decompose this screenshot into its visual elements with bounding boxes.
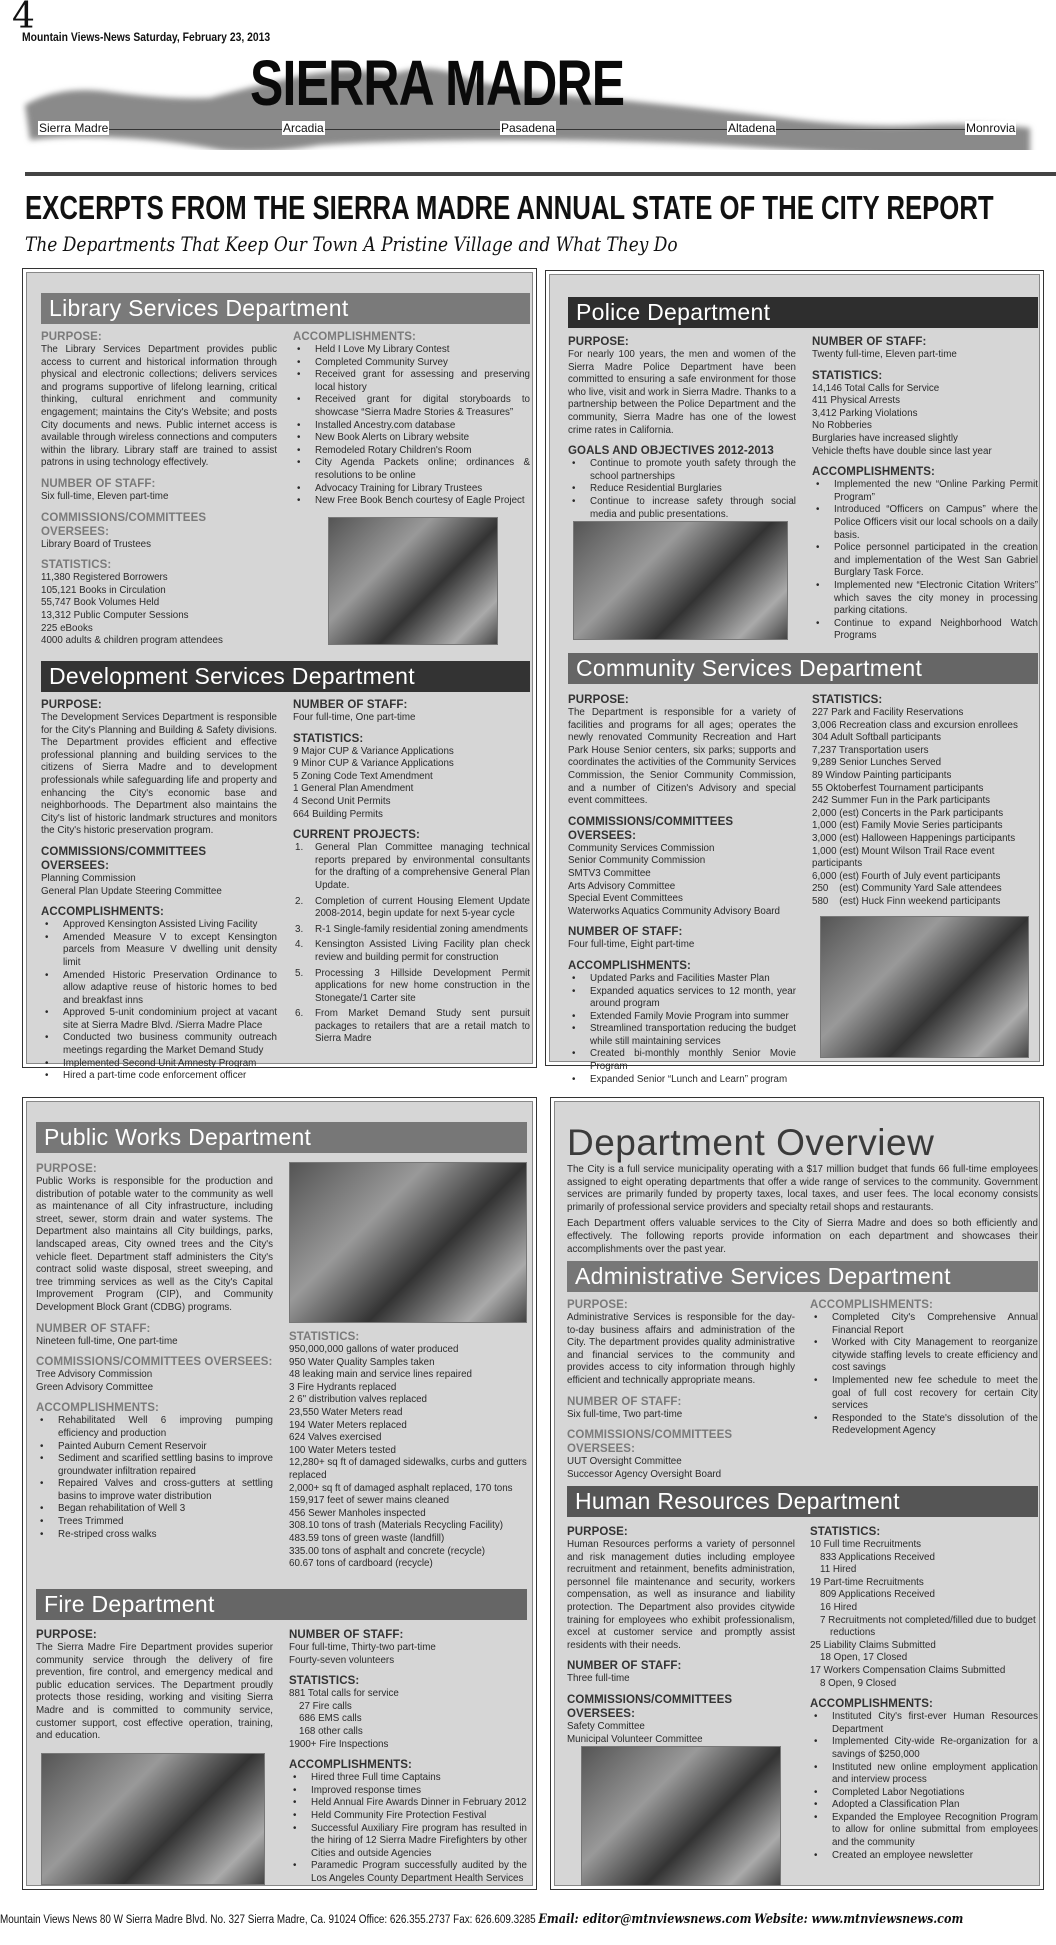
- section-heading: NUMBER OF STAFF:: [289, 1629, 404, 1641]
- section-block: [36, 1628, 273, 1743]
- section-block: [812, 465, 1038, 643]
- section-block: [568, 335, 796, 437]
- stat-line: 456 Sewer Manholes inspected: [289, 1507, 426, 1519]
- section-block: [568, 925, 796, 952]
- section-paragraph: Human Resources performs a variety of personnel and risk management duties including employee recruitment and retainment, benefits administration, personnel file maintenance and security, workers compensation, as well as insurance and liability protection. The Department also provides citywide training for employees who exhibit professionalism, excel at customer service and promptly assist residents with their needs.: [567, 1539, 795, 1651]
- development-right-column: [293, 698, 530, 1049]
- bullet-item: • Improved response times: [289, 1785, 527, 1798]
- bullet-item: • Advocacy Training for Library Trustees: [293, 483, 530, 496]
- bullet-list: [289, 1772, 527, 1885]
- section-heading: COMMISSIONS/COMMITTEES OVERSEES:: [36, 1356, 273, 1369]
- stat-line: 194 Water Meters replaced: [289, 1419, 407, 1431]
- stat-line: Four full-time, Thirty-two part-time: [289, 1642, 436, 1653]
- bullet-item: • Paramedic Program successfully audited by the Los Angeles County Department Health Services: [289, 1860, 527, 1885]
- section-title-community: Community Services Department: [568, 653, 1038, 684]
- section-block: [567, 1395, 795, 1422]
- stat-line: 17 Workers Compensation Claims Submitted: [810, 1664, 1006, 1676]
- numbered-item: 1. General Plan Committee managing technical reports prepared by environmental consultants for the drafting of a comprehensive General Plan Update.: [293, 842, 530, 892]
- bullet-item: • Approved 5-unit condominium project at vacant site at Sierra Madre Blvd. /Sierra Madre Place: [41, 1007, 277, 1032]
- city-label: Sierra Madre: [39, 121, 109, 135]
- section-block: [41, 330, 277, 470]
- stat-line: 3,412 Parking Violations: [812, 407, 918, 419]
- section-paragraph: The Library Services Department provides public access to current and historical information through physical and electronic collections; delivers services and programs supportive of lifelong learning, critical thinking, cultural enrichment and community engagement; maintains the City's Website; and posts City documents and news. Public internet access is available through wireless connections and computers within the library. Library staff are trained to assist patrons in using technology effectively.: [41, 344, 277, 469]
- bullet-list: [36, 1415, 273, 1541]
- humanresources-left-column: [567, 1525, 795, 1746]
- section-block: [293, 828, 530, 1046]
- publicworks-left-column: [36, 1162, 273, 1541]
- stat-line: 105,121 Books in Circulation: [41, 584, 166, 596]
- overview-title: Department Overview: [567, 1122, 935, 1163]
- stat-line: 89 Window Painting participants: [812, 769, 952, 781]
- stat-line: General Plan Update Steering Committee: [41, 885, 222, 897]
- stat-line: 664 Building Permits: [293, 808, 383, 820]
- stat-line: 250 (est) Community Yard Sale attendees: [812, 883, 1002, 895]
- stat-line: Library Board of Trustees: [41, 538, 151, 550]
- stat-line: Community Services Commission: [568, 842, 715, 854]
- section-block: [568, 815, 796, 919]
- section-heading: ACCOMPLISHMENTS:: [812, 466, 935, 479]
- bullet-item: • Began rehabilitation of Well 3: [36, 1503, 273, 1516]
- stat-line: 242 Summer Fun in the Park participants: [812, 795, 991, 807]
- stat-line: 881 Total calls for service: [289, 1688, 399, 1700]
- section-heading: NUMBER OF STAFF:: [567, 1395, 682, 1408]
- stat-line: 23,550 Water Meters read: [289, 1406, 403, 1418]
- section-block: [41, 477, 277, 504]
- development-left-column: [41, 698, 277, 1083]
- stat-line: 11 Hired: [820, 1564, 857, 1576]
- section-block: [810, 1298, 1038, 1438]
- section-title-library: Library Services Department: [41, 293, 530, 324]
- stat-line: 9 Minor CUP & Variance Applications: [293, 758, 454, 770]
- stat-line: 55,747 Book Volumes Held: [41, 597, 160, 609]
- stat-line: Burglaries have increased slightly: [812, 432, 958, 444]
- bullet-item: • Held I Love My Library Contest: [293, 344, 530, 357]
- stat-line: UUT Oversight Committee: [567, 1456, 682, 1468]
- overview-paragraph: The City is a full service municipality operating with a $17 million budget that funds 66 full-time employees assigned to eight operating departments that offer a wide range of services to the community. Government services are primarily funded by property taxes, local taxes, and user fees. The local economy consists primarily of professional service providers and specialty retail shops and restaurants.: [567, 1164, 1038, 1213]
- footer-email-link[interactable]: Email: editor@mtnviewsnews.com: [538, 1912, 752, 1927]
- bullet-item: • Police personnel participated in the creation and implementation of the West San Gabriel Burglary Task Force.: [812, 542, 1038, 580]
- bullet-item: • Successful Auxiliary Fire program has resulted in the hiring of 12 Sierra Madre Firefighters by other Cities and outside Agencies: [289, 1823, 527, 1861]
- section-heading: STATISTICS:: [289, 1331, 360, 1343]
- stat-line: 2,000 (est) Concerts in the Park participants: [812, 807, 1004, 819]
- bullet-item: • Implemented City-wide Re-organization for a savings of $250,000: [810, 1736, 1038, 1761]
- section-block: [812, 335, 1038, 362]
- police-car-photo: [573, 521, 788, 640]
- section-heading: ACCOMPLISHMENTS:: [41, 906, 164, 919]
- city-label: Pasadena: [501, 121, 556, 135]
- stat-line: 60.67 tons of cardboard (recycle): [289, 1558, 433, 1570]
- library-children-photo: [328, 517, 498, 645]
- stat-line: 8 Open, 9 Closed: [820, 1677, 897, 1689]
- publicworks-right-column: [289, 1330, 531, 1571]
- stat-line: 11,380 Registered Borrowers: [41, 572, 168, 584]
- stat-line: Three full-time: [567, 1673, 630, 1685]
- section-block: [41, 558, 277, 648]
- stat-line: 1,000 (est) Mount Wilson Trail Race event participants: [812, 845, 998, 870]
- stat-line: 7,237 Transportation users: [812, 744, 929, 756]
- humanresources-right-column: [810, 1525, 1038, 1862]
- section-heading: PURPOSE:: [567, 1526, 628, 1538]
- bullet-item: • Hired three Full time Captains: [289, 1772, 527, 1785]
- bullet-item: • Completed Labor Negotiations: [810, 1787, 1038, 1800]
- publicworks-backhoe-photo: [289, 1162, 527, 1323]
- bullet-item: • Streamlined transportation reducing the budget while still maintaining services: [568, 1023, 796, 1048]
- section-block: [41, 845, 277, 898]
- divider-rule: [25, 172, 1056, 176]
- section-heading: STATISTICS:: [293, 732, 364, 745]
- stat-line: 624 Valves exercised: [289, 1432, 382, 1444]
- section-heading: NUMBER OF STAFF:: [812, 336, 927, 348]
- section-heading: NUMBER OF STAFF:: [567, 1660, 682, 1673]
- bullet-item: • Received grant for digital storyboards to showcase “Sierra Madre Stories & Treasures”: [293, 394, 530, 419]
- section-block: [36, 1355, 273, 1394]
- stat-line: 809 Applications Received: [820, 1589, 935, 1601]
- bullet-item: • Amended Measure V to except Kensington parcels from Measure V dwelling unit density limit: [41, 932, 277, 970]
- section-heading: ACCOMPLISHMENTS:: [289, 1759, 412, 1772]
- numbered-item: 3. R-1 Single-family residential zoning amendments: [293, 924, 530, 937]
- fire-extinguisher-photo: [41, 1753, 265, 1885]
- fire-right-column: [289, 1628, 527, 1886]
- section-block: [41, 905, 277, 1083]
- section-heading: COMMISSIONS/COMMITTEES OVERSEES:: [41, 845, 207, 872]
- stat-line: 55 Oktoberfest Tournament participants: [812, 782, 984, 794]
- stat-line: Twenty full-time, Eleven part-time: [812, 349, 957, 360]
- section-block: [36, 1401, 273, 1541]
- section-heading: ACCOMPLISHMENTS:: [810, 1698, 933, 1711]
- bullet-item: • Reduce Residential Burglaries: [568, 483, 796, 496]
- section-block: [810, 1697, 1038, 1862]
- section-block: [36, 1322, 273, 1349]
- section-block: [293, 732, 530, 822]
- section-title-publicworks: Public Works Department: [36, 1122, 527, 1153]
- bullet-item: • Held Community Fire Protection Festival: [289, 1810, 527, 1823]
- section-block: [567, 1525, 795, 1652]
- section-block: [41, 698, 277, 838]
- bullet-item: • Created an employee newsletter: [810, 1850, 1038, 1863]
- bullet-list: [568, 973, 796, 1086]
- section-block: [289, 1330, 531, 1571]
- section-title-development: Development Services Department: [41, 661, 530, 692]
- community-event-photo: [820, 916, 1029, 1058]
- bullet-item: • Completed Community Survey: [293, 357, 530, 370]
- stat-line: Arts Advisory Committee: [568, 880, 676, 892]
- stat-line: 3 Fire Hydrants replaced: [289, 1381, 397, 1393]
- stat-line: No Robberies: [812, 420, 872, 432]
- section-heading: COMMISSIONS/COMMITTEES OVERSEES:: [567, 1693, 733, 1720]
- section-block: [812, 369, 1038, 459]
- stat-line: 27 Fire calls: [299, 1700, 352, 1712]
- section-block: [568, 693, 796, 808]
- section-block: [289, 1628, 527, 1667]
- bullet-item: • Continue to expand Neighborhood Watch Programs: [812, 618, 1038, 643]
- stat-line: Senior Community Commission: [568, 855, 706, 867]
- bullet-item: • Implemented new “Electronic Citation Writers” which saves the city money in processing parking citations.: [812, 580, 1038, 618]
- stat-line: 5 Zoning Code Text Amendment: [293, 770, 433, 782]
- section-heading: STATISTICS:: [289, 1675, 360, 1688]
- stat-line: 304 Adult Softball participants: [812, 732, 942, 744]
- section-paragraph: For nearly 100 years, the men and women of the Sierra Madre Police Department have been committed to ensuring a safe environment for those who live, visit and work in Sierra Madre. Thanks to a partnership between the Police Department and the community, Sierra Madre has one of the lowest crime rates in California.: [568, 349, 796, 436]
- section-heading: STATISTICS:: [812, 369, 883, 382]
- section-heading: PURPOSE:: [41, 331, 102, 343]
- bullet-item: • Expanded the Employee Recognition Program to allow for online submittal from employees and the community: [810, 1812, 1038, 1850]
- bullet-item: • Created bi-monthly monthly Senior Movie Program: [568, 1048, 796, 1073]
- community-right-column: [812, 693, 1042, 909]
- community-left-column: [568, 693, 796, 1086]
- stat-line: Fourty-seven volunteers: [289, 1654, 395, 1666]
- stat-line: 308.10 tons of trash (Materials Recycling Facility): [289, 1520, 503, 1532]
- section-heading: STATISTICS:: [41, 559, 112, 572]
- bullet-list: [293, 344, 530, 508]
- stat-line: 833 Applications Received: [820, 1551, 935, 1563]
- bullet-item: • Conducted two business community outreach meetings regarding the Market Demand Study: [41, 1032, 277, 1057]
- city-label: Altadena: [728, 121, 776, 135]
- bullet-item: • Approved Kensington Assisted Living Facility: [41, 919, 277, 932]
- stat-line: 10 Full time Recruitments: [810, 1539, 922, 1550]
- overview-text: [567, 1164, 1038, 1260]
- section-paragraph: The Department is responsible for a variety of facilities and programs for all ages; operates the newly renovated Community Recreation and Hart Park House Senior centers, six parks; supports and coordinates the activities of the Community Services Commission, the Senior Community Commission, and a number of Citizen's Advisory and special event committees.: [568, 707, 796, 807]
- section-title-humanresources: Human Resources Department: [567, 1486, 1038, 1517]
- section-heading: COMMISSIONS/COMMITTEES OVERSEES:: [41, 511, 207, 538]
- stat-line: 13,312 Public Computer Sessions: [41, 609, 189, 621]
- bullet-list: [41, 919, 277, 1083]
- section-heading: GOALS AND OBJECTIVES 2012-2013: [568, 445, 774, 458]
- section-heading: CURRENT PROJECTS:: [293, 829, 420, 842]
- stat-line: Tree Advisory Commission: [36, 1369, 153, 1381]
- stat-line: 12,280+ sq ft of damaged sidewalks, curbs and gutters replaced: [289, 1457, 530, 1481]
- bullet-item: • Sediment and scarified settling basins to improve groundwater infiltration repaired: [36, 1453, 273, 1478]
- section-heading: ACCOMPLISHMENTS:: [810, 1299, 933, 1311]
- bullet-item: • Installed Ancestry.com database: [293, 420, 530, 433]
- section-paragraph: The Development Services Department is responsible for the City's Planning and Building & Safety divisions. The Department provides efficient and effective professional planning and building services to the citizens of Sierra Madre and to development professionals while safeguarding life and property and enhancing the City's economic base and neighborhoods. The Department also maintains the City's list of historic landmark structures and monitors the City's historic preservation program.: [41, 712, 277, 837]
- bullet-item: • Rehabilitated Well 6 improving pumping efficiency and production: [36, 1415, 273, 1440]
- section-heading: COMMISSIONS/COMMITTEES OVERSEES:: [568, 815, 734, 842]
- section-heading: NUMBER OF STAFF:: [568, 926, 683, 939]
- bullet-list: [810, 1312, 1038, 1438]
- bullet-item: • Re-striped cross walks: [36, 1529, 273, 1542]
- section-title-fire: Fire Department: [36, 1589, 527, 1620]
- library-right-column: [293, 330, 530, 508]
- stat-line: 580 (est) Huck Finn weekend participants: [812, 895, 1001, 907]
- numbered-item: 4. Kensington Assisted Living Facility plan check review and building permit for construction: [293, 939, 530, 964]
- bullet-item: • Expanded aquatics services to 12 month, year around program: [568, 986, 796, 1011]
- section-heading: STATISTICS:: [810, 1526, 881, 1538]
- stat-line: 1 General Plan Amendment: [293, 783, 414, 795]
- stat-line: 3,000 (est) Halloween Happenings participants: [812, 832, 1016, 844]
- section-block: [567, 1428, 795, 1481]
- bullet-item: • Worked with City Management to reorganize citywide staffing levels to create efficiency and cost savings: [810, 1337, 1038, 1375]
- bullet-item: • Repaired Valves and cross-gutters at settling basins to improve water distribution: [36, 1478, 273, 1503]
- section-block: [567, 1298, 795, 1388]
- stat-line: 48 leaking main and service lines repaired: [289, 1369, 472, 1381]
- bullet-item: • Hired a part-time code enforcement officer: [41, 1070, 277, 1083]
- bullet-item: • Remodeled Rotary Children's Room: [293, 445, 530, 458]
- bullet-item: • Implemented new fee schedule to meet the goal of full cost recovery for certain City services: [810, 1375, 1038, 1413]
- stat-line: 227 Park and Facility Reservations: [812, 707, 964, 718]
- bullet-item: • Extended Family Movie Program into summer: [568, 1011, 796, 1024]
- bullet-item: • Painted Auburn Cement Reservoir: [36, 1441, 273, 1454]
- stat-line: 335.00 tons of asphalt and concrete (recycle): [289, 1545, 486, 1557]
- fire-left-column: [36, 1628, 273, 1743]
- bullet-list: [810, 1711, 1038, 1862]
- stat-line: Nineteen full-time, One part-time: [36, 1335, 178, 1347]
- stat-line: 2 6" distribution valves replaced: [289, 1394, 427, 1406]
- stat-line: Six full-time, Two part-time: [567, 1408, 683, 1420]
- stat-line: 4 Second Unit Permits: [293, 795, 391, 807]
- section-heading: ACCOMPLISHMENTS:: [568, 959, 691, 972]
- stat-line: 950 Water Quality Samples taken: [289, 1356, 435, 1368]
- stat-line: 16 Hired: [820, 1601, 858, 1613]
- stat-line: Vehicle thefts have double since last year: [812, 445, 992, 457]
- section-heading: PURPOSE:: [41, 699, 102, 711]
- bullet-item: • Expanded Senior “Lunch and Learn” program: [568, 1074, 796, 1087]
- bullet-item: • Responded to the State's dissolution of the Redevelopment Agency: [810, 1413, 1038, 1438]
- stat-line: 9 Major CUP & Variance Applications: [293, 745, 454, 757]
- section-heading: PURPOSE:: [567, 1299, 628, 1311]
- stat-line: 3,006 Recreation class and excursion enrollees: [812, 719, 1018, 731]
- city-label: Arcadia: [283, 121, 324, 135]
- numbered-list: [293, 842, 530, 1046]
- police-left-column: [568, 335, 796, 521]
- numbered-item: 2. Completion of current Housing Element Update 2008-2014, begin update for next 5-year cycle: [293, 896, 530, 921]
- section-heading: NUMBER OF STAFF:: [41, 477, 156, 490]
- stat-line: 686 EMS calls: [299, 1713, 362, 1725]
- bullet-item: • Continue to increase safety through social media and public presentations.: [568, 496, 796, 521]
- bullet-item: • Instituted new online employment application and interview process: [810, 1762, 1038, 1787]
- cities-line: [30, 121, 1020, 137]
- stat-line: 225 eBooks: [41, 622, 93, 634]
- administrative-right-column: [810, 1298, 1038, 1438]
- section-block: [293, 698, 530, 725]
- bullet-item: • Trees Trimmed: [36, 1516, 273, 1529]
- hr-group-photo: [581, 1746, 781, 1886]
- section-block: [568, 444, 796, 521]
- section-title-police: Police Department: [568, 297, 1038, 328]
- section-heading: NUMBER OF STAFF:: [36, 1322, 151, 1335]
- section-block: [812, 693, 1042, 909]
- footer: [0, 1912, 964, 1927]
- section-block: [289, 1758, 527, 1885]
- section-block: [293, 330, 530, 508]
- section-paragraph: The Sierra Madre Fire Department provides superior community service through the delivery of fire prevention, fire control, and emergency medical and public education services. The Department proudly protects those residing, working and visiting Sierra Madre and is committed to community service, customer support, cost effective operation, training, and education.: [36, 1642, 273, 1742]
- section-heading: PURPOSE:: [36, 1629, 97, 1641]
- stat-line: Green Advisory Committee: [36, 1381, 154, 1393]
- bullet-item: • Held Annual Fire Awards Dinner in February 2012: [289, 1797, 527, 1810]
- stat-line: 100 Water Meters tested: [289, 1444, 396, 1456]
- section-heading: COMMISSIONS/COMMITTEES OVERSEES:: [567, 1429, 733, 1456]
- section-block: [36, 1162, 273, 1315]
- stat-line: Safety Committee: [567, 1720, 645, 1732]
- bullet-item: • Amended Historic Preservation Ordinance to allow adaptive reuse of historic homes to bed and breakfast inns: [41, 970, 277, 1008]
- section-paragraph: Public Works is responsible for the production and distribution of potable water to the community as well as maintenance of all City infrastructure, including street, sewer, storm drain and water systems. The Department also maintains all City buildings, parks, landscaped areas, City owned trees and the City's vehicle fleet. Department staff administers the City's contract solid waste disposal, street sweeping, and tree trimming services as well as the City's Capital Improvement Program (CIP), and Community Development Block Grant (CDBG) programs.: [36, 1176, 273, 1313]
- bullet-list: [568, 458, 796, 521]
- footer-website-link[interactable]: Website: www.mtnviewsnews.com: [754, 1912, 964, 1927]
- section-heading: NUMBER OF STAFF:: [293, 699, 408, 711]
- stat-line: Planning Commission: [41, 872, 136, 884]
- section-heading: PURPOSE:: [568, 694, 629, 706]
- police-right-column: [812, 335, 1038, 643]
- numbered-item: 6. From Market Demand Study sent pursuit packages to retailers that are a retail match to Sierra Madre: [293, 1008, 530, 1046]
- stat-line: Four full-time, One part-time: [293, 712, 416, 723]
- stat-line: Successor Agency Oversight Board: [567, 1468, 722, 1480]
- stat-line: Four full-time, Eight part-time: [568, 939, 695, 951]
- bullet-item: • New Free Book Bench courtesy of Eagle Project: [293, 495, 530, 508]
- bullet-item: • Instituted City's first-ever Human Resources Department: [810, 1711, 1038, 1736]
- bullet-item: • Completed City's Comprehensive Annual Financial Report: [810, 1312, 1038, 1337]
- page-number: 4: [12, 0, 35, 37]
- stat-line: 1,000 (est) Family Movie Series participants: [812, 820, 1003, 832]
- bullet-item: • Updated Parks and Facilities Master Plan: [568, 973, 796, 986]
- stat-line: Waterworks Aquatics Community Advisory Board: [568, 905, 780, 917]
- stat-line: 1900+ Fire Inspections: [289, 1738, 389, 1750]
- bullet-item: • Received grant for assessing and preserving local history: [293, 369, 530, 394]
- section-block: [567, 1659, 795, 1686]
- stat-line: 6,000 (est) Fourth of July event participants: [812, 870, 1001, 882]
- section-heading: PURPOSE:: [568, 336, 629, 348]
- headline: EXCERPTS FROM THE SIERRA MADRE ANNUAL STATE OF THE CITY REPORT: [25, 189, 994, 226]
- dateline: Mountain Views-News Saturday, February 23, 2013: [22, 32, 271, 44]
- bullet-item: • City Agenda Packets online; ordinances & resolutions to be online: [293, 457, 530, 482]
- bullet-list: [812, 479, 1038, 643]
- library-left-column: [41, 330, 277, 648]
- stat-line: 483.59 tons of green waste (landfill): [289, 1532, 445, 1544]
- stat-line: 4000 adults & children program attendees: [41, 635, 223, 647]
- stat-line: 14,146 Total Calls for Service: [812, 382, 940, 394]
- stat-line: Municipal Volunteer Committee: [567, 1733, 703, 1745]
- bullet-item: • Continue to promote youth safety through the school partnerships: [568, 458, 796, 483]
- numbered-item: 5. Processing 3 Hillside Development Permit applications for new home construction in the Stonegate/1 Carter site: [293, 968, 530, 1006]
- stat-line: 950,000,000 gallons of water produced: [289, 1344, 459, 1355]
- subheadline: The Departments That Keep Our Town A Pristine Village and What They Do: [25, 232, 678, 256]
- stat-line: Six full-time, Eleven part-time: [41, 490, 169, 502]
- administrative-left-column: [567, 1298, 795, 1481]
- stat-line: 168 other calls: [299, 1725, 363, 1737]
- bullet-item: • New Book Alerts on Library website: [293, 432, 530, 445]
- city-label: Monrovia: [966, 121, 1016, 135]
- stat-line: 411 Physical Arrests: [812, 395, 901, 407]
- bullet-item: • Introduced “Officers on Campus” where the Police Officers visit our local schools on a daily basis.: [812, 504, 1038, 542]
- stat-line: 7 Recruitments not completed/filled due to budget reductions: [820, 1614, 1039, 1639]
- bullet-item: • Implemented the new “Online Parking Permit Program”: [812, 479, 1038, 504]
- stat-line: 19 Part-time Recruitments: [810, 1576, 924, 1588]
- masthead-title: SIERRA MADRE: [250, 47, 625, 119]
- section-block: [41, 511, 277, 552]
- stat-line: 18 Open, 17 Closed: [820, 1652, 908, 1664]
- stat-line: 25 Liability Claims Submitted: [810, 1639, 936, 1651]
- stat-line: Special Event Committees: [568, 893, 683, 905]
- section-block: [568, 959, 796, 1086]
- section-block: [289, 1674, 527, 1751]
- stat-line: SMTV3 Committee: [568, 867, 651, 879]
- stat-line: 9,289 Senior Lunches Served: [812, 757, 942, 769]
- bullet-item: • Implemented Second Unit Amnesty Program: [41, 1058, 277, 1071]
- footer-address: Mountain Views News 80 W Sierra Madre Blvd. No. 327 Sierra Madre, Ca. 91024 Office: 626.355.2737 Fax: 626.609.3285: [0, 1914, 539, 1926]
- section-heading: PURPOSE:: [36, 1163, 97, 1175]
- stat-line: 2,000+ sq ft of damaged asphalt replaced, 170 tons: [289, 1482, 513, 1494]
- overview-paragraph: Each Department offers valuable services to the City of Sierra Madre and does so both efficiently and effectively. The following reports provide information on each department and showcases their accomplishments over the past year.: [567, 1218, 1038, 1255]
- section-heading: STATISTICS:: [812, 694, 883, 706]
- section-block: [567, 1693, 795, 1746]
- stat-line: 159,917 feet of sewer mains cleaned: [289, 1495, 450, 1507]
- section-heading: ACCOMPLISHMENTS:: [293, 331, 416, 343]
- section-heading: ACCOMPLISHMENTS:: [36, 1402, 159, 1415]
- section-paragraph: Administrative Services is responsible for the day-to-day business affairs and administration of the City. The department provides quality administrative and financial services to the community and provides access to city information through highly efficient and technically appropriate means.: [567, 1312, 795, 1386]
- bullet-item: • Adopted a Classification Plan: [810, 1799, 1038, 1812]
- section-block: [810, 1525, 1038, 1690]
- section-title-administrative: Administrative Services Department: [567, 1261, 1038, 1292]
